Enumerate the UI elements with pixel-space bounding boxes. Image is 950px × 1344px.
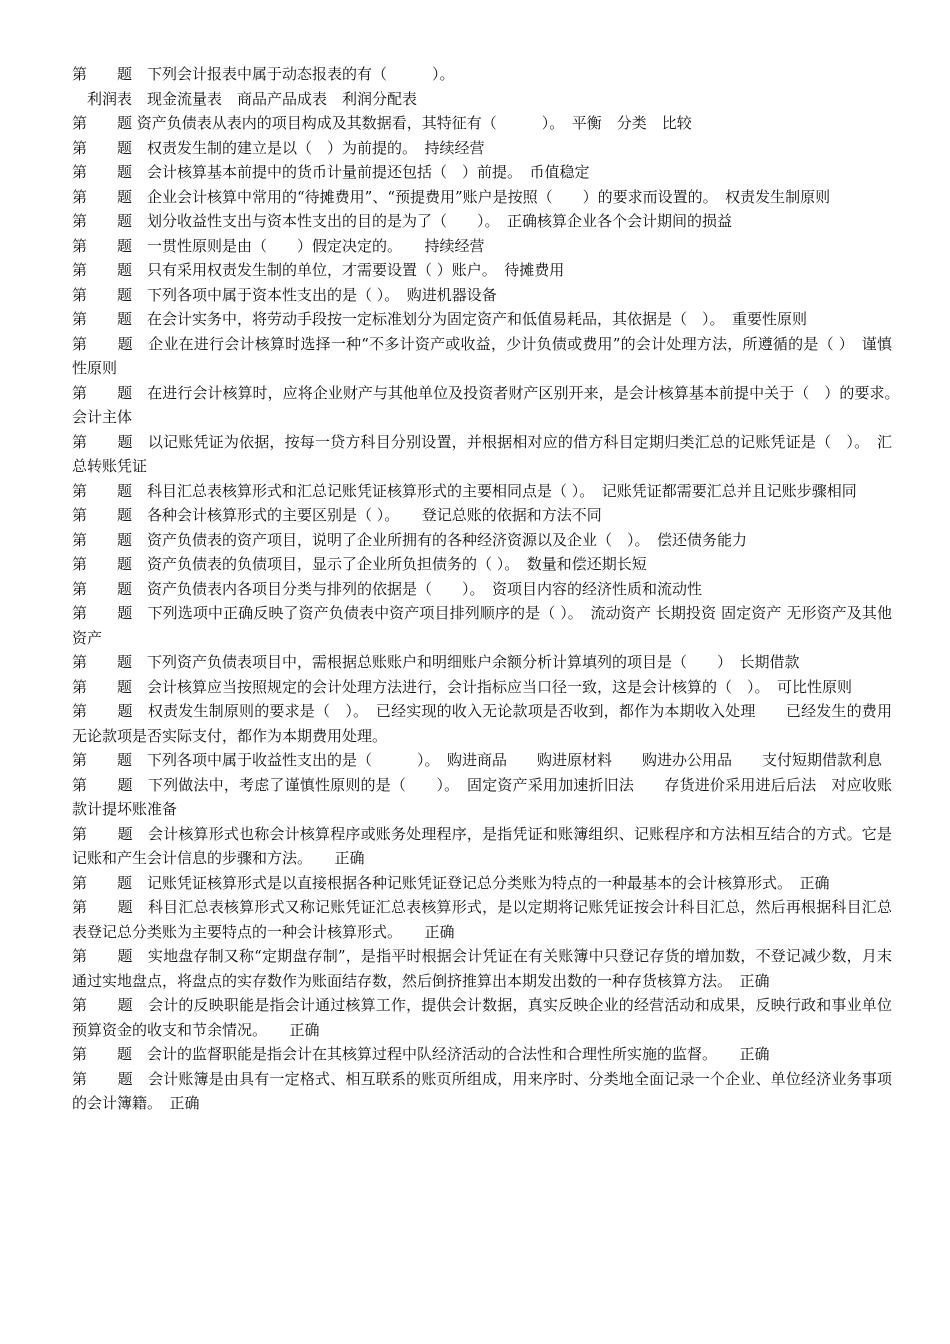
question-item: 第 题 企业在进行会计核算时选择一种“不多计资产或收益，少计负债或费用”的会计处理方法，所遵循的是（ ） 谨慎性原则: [72, 334, 892, 377]
question-item: 第 题 实地盘存制又称“定期盘存制”，是指平时根据会计凭证在有关账簿中只登记存货的增加数，不登记减少数，月末通过实地盘点，将盘点的实存数作为账面结存数，然后倒挤推算出本期发出数的一种存货核算方法。 正确: [72, 947, 892, 990]
question-item: 第 题 企业会计核算中常用的“待摊费用”、“预提费用”账户是按照（ ）的要求而设置的。 权责发生制原则: [72, 187, 831, 206]
question-item: 第 题 下列选项中正确反映了资产负债表中资产项目排列顺序的是（ ）。 流动资产 长期投资 固定资产 无形资产及其他资产: [72, 604, 892, 647]
question-item: 第 题 资产负债表从表内的项目构成及其数据看，其特征有（ ）。 平衡 分类 比较: [72, 114, 692, 132]
question-item: 第 题 划分收益性支出与资本性支出的目的是为了（ ）。 正确核算企业各个会计期间的损益: [72, 212, 733, 230]
question-item: 第 题 在进行会计核算时，应将企业财产与其他单位及投资者财产区别开来，是会计核算基本前提中关于（ ）的要求。 会计主体: [72, 383, 923, 426]
question-item: 第 题 会计账簿是由具有一定格式、相互联系的账页所组成，用来序时、分类地全面记录一个企业、单位经济业务事项的会计簿籍。 正确: [72, 1069, 892, 1112]
question-item: 第 题 以记账凭证为依据，按每一贷方科目分别设置，并根据相对应的借方科目定期归类汇总的记账凭证是（ ）。 汇总转账凭证: [72, 432, 892, 475]
question-item: 第 题 会计核算基本前提中的货币计量前提还包括（ ）前提。 币值稳定: [72, 163, 590, 181]
question-item: 第 题 记账凭证核算形式是以直接根据各种记账凭证登记总分类账为特点的一种最基本的会计核算形式。 正确: [72, 873, 830, 892]
question-item: 第 题 资产负债表内各项目分类与排列的依据是（ ）。 资项目内容的经济性质和流动性: [72, 579, 703, 598]
question-item: 第 题 资产负债表的资产项目，说明了企业所拥有的各种经济资源以及企业（ ）。 偿还债务能力: [72, 530, 748, 549]
question-item: 第 题 权责发生制的建立是以（ ）为前提的。 持续经营: [72, 138, 485, 157]
question-item: 第 题 只有采用权责发生制的单位，才需要设置（ ）账户。 待摊费用: [72, 261, 565, 279]
question-item: 第 题 下列各项中属于资本性支出的是（ ）。 购进机器设备: [72, 285, 497, 304]
question-item: 第 题 一贯性原则是由（ ）假定决定的。 持续经营: [72, 236, 485, 255]
question-item: 第 题 会计的反映职能是指会计通过核算工作，提供会计数据，真实反映企业的经营活动和成果，反映行政和事业单位预算资金的收支和节余情况。 正确: [72, 996, 892, 1039]
question-item: 利润表 现金流量表 商品产品成表 利润分配表: [72, 89, 418, 108]
question-item: 第 题 下列会计报表中属于动态报表的有（ ）。: [72, 65, 455, 83]
question-item: 第 题 下列做法中，考虑了谨慎性原则的是（ ）。 固定资产采用加速折旧法 存货进价采用进后后法 对应收账款计提坏账准备: [72, 775, 892, 818]
question-item: 第 题 会计的监督职能是指会计在其核算过程中队经济活动的合法性和合理性所实施的监督。 正确: [72, 1045, 770, 1063]
question-item: 第 题 在会计实务中，将劳动手段按一定标准划分为固定资产和低值易耗品，其依据是（ ）。 重要性原则: [72, 310, 808, 328]
question-item: 第 题 下列各项中属于收益性支出的是（ ）。 购进商品 购进原材料 购进办公用品 支付短期借款利息: [72, 751, 883, 769]
question-item: 第 题 科目汇总表核算形式和汇总记账凭证核算形式的主要相同点是（ ）。 记账凭证都需要汇总并且记账步骤相同: [72, 481, 857, 500]
question-item: 第 题 会计核算形式也称会计核算程序或账务处理程序，是指凭证和账簿组织、记账程序和方法相互结合的方式。它是记账和产生会计信息的步骤和方法。 正确: [72, 824, 892, 867]
question-item: 第 题 各种会计核算形式的主要区别是（ ）。 登记总账的依据和方法不同: [72, 506, 602, 524]
question-item: 第 题 会计核算应当按照规定的会计处理方法进行，会计指标应当口径一致，这是会计核算的（ ）。 可比性原则: [72, 677, 853, 696]
question-item: 第 题 资产负债表的负债项目，显示了企业所负担债务的（ ）。 数量和偿还期长短: [72, 555, 647, 573]
question-item: 第 题 权责发生制原则的要求是（ ）。 已经实现的收入无论款项是否收到，都作为本期收入处理 已经发生的费用无论款项是否实际支付，都作为本期费用处理。: [72, 702, 892, 745]
question-item: 第 题 科目汇总表核算形式又称记账凭证汇总表核算形式，是以定期将记账凭证按会计科目汇总，然后再根据科目汇总表登记总分类账为主要特点的一种会计核算形式。 正确: [72, 898, 892, 941]
question-item: 第 题 下列资产负债表项目中，需根据总账账户和明细账户余额分析计算填列的项目是（ ） 长期借款: [72, 653, 800, 671]
document-body: [72, 62, 923, 1116]
